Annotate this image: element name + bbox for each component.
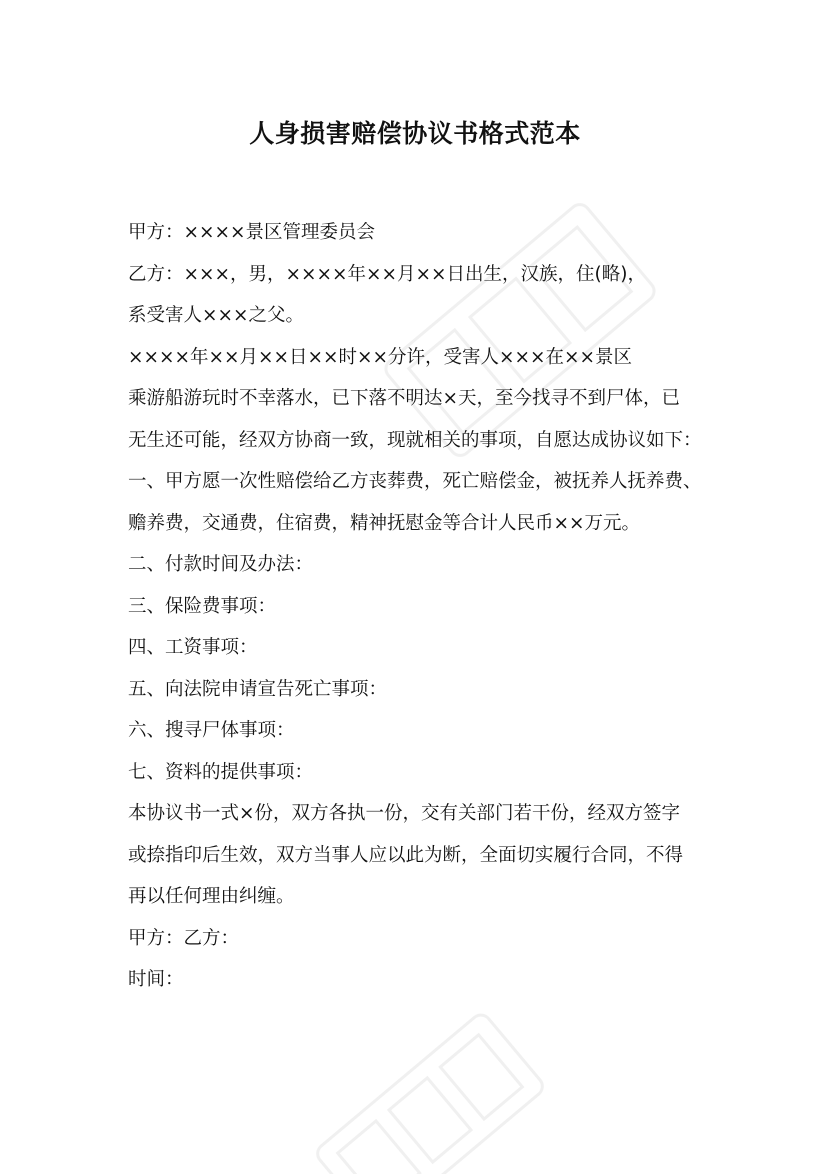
- paragraph-line: 七、资料的提供事项：: [128, 761, 314, 783]
- paragraph-line: 四、工资事项：: [128, 637, 258, 658]
- document-body: [128, 212, 718, 1001]
- paragraph-line: 三、保险费事项：: [128, 595, 277, 617]
- paragraph-line: 乙方：×××，男，××××年××月××日出生，汉族，住(略)，: [128, 263, 646, 285]
- paragraph-line: 无生还可能，经双方协商一致，现就相关的事项，自愿达成协议如下：: [128, 429, 702, 451]
- document-title: 人身损害赔偿协议书格式范本: [249, 119, 581, 148]
- paragraph-line: 六、搜寻尸体事项：: [128, 720, 295, 741]
- paragraph-line: ××××年××月××日××时××分许，受害人×××在××景区: [128, 346, 633, 368]
- paragraph-line: 赡养费，交通费，住宿费，精神抚慰金等合计人民币××万元。: [128, 512, 641, 534]
- paragraph-line: 本协议书一式×份，双方各执一份，交有关部门若干份，经双方签字: [128, 803, 681, 824]
- paragraph-line: 系受害人×××之父。: [128, 305, 305, 326]
- date-line: 时间：: [128, 969, 184, 990]
- paragraph-line: 或捺指印后生效，双方当事人应以此为断，全面切实履行合同，不得: [128, 844, 684, 866]
- signature-line: 甲方：乙方：: [128, 927, 240, 949]
- paragraph-line: 五、向法院申请宣告死亡事项：: [128, 678, 388, 700]
- paragraph-line: 再以任何理由纠缠。: [128, 886, 295, 907]
- paragraph-line: 乘游船游玩时不幸落水，已下落不明达×天，至今找寻不到尸体，已: [128, 388, 681, 409]
- paragraph-line: 一、甲方愿一次性赔偿给乙方丧葬费，死亡赔偿金，被抚养人抚养费、: [128, 471, 702, 492]
- paragraph-line: 甲方：××××景区管理委员会: [128, 222, 376, 243]
- paragraph-line: 二、付款时间及办法：: [128, 554, 314, 575]
